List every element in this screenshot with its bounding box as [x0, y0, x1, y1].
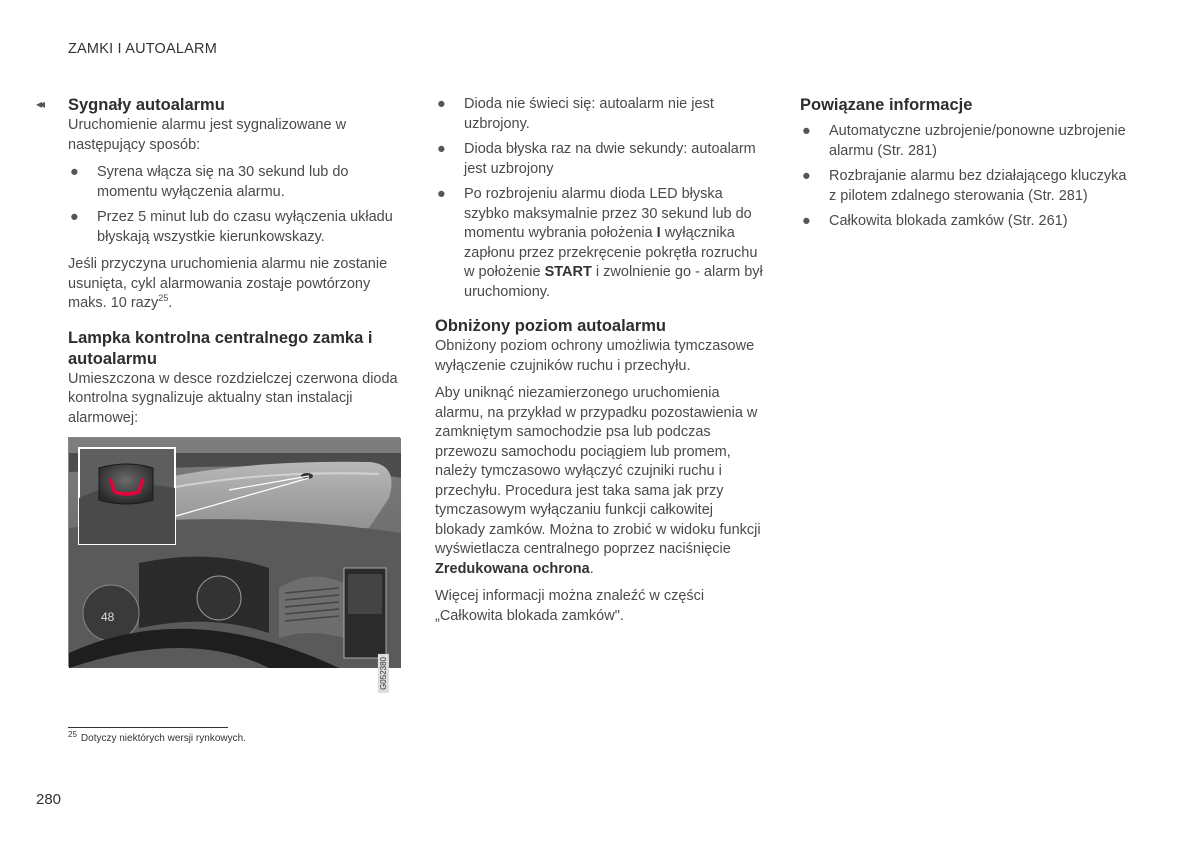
svg-text:48: 48 — [101, 610, 115, 624]
footnote-text: Dotyczy niektórych wersji rynkowych. — [80, 733, 246, 744]
related-link[interactable]: ● Automatyczne uzbrojenie/ponowne uzbrojenie alarmu (Str. 281) — [802, 123, 1126, 159]
bullet-icon: ● — [437, 96, 446, 112]
related-links-list — [800, 122, 1135, 232]
section-heading-indicator-lamp: Lampka kontrolna centralnego zamka i autoalarmu — [68, 328, 373, 368]
section-heading-alarm-signals: Sygnały autoalarmu — [68, 96, 225, 114]
figure-code: G052380 — [378, 654, 389, 693]
start-position-label: START — [544, 264, 592, 280]
continuation-arrows-icon: ◂◂ — [36, 97, 43, 111]
dashboard-illustration — [68, 437, 400, 690]
bullet-icon: ● — [437, 186, 446, 202]
list-item: ● Po rozbrojeniu alarmu dioda LED błyska szybko maksymalnie przez 30 sekund lub do momentu wybrania położenia I wyłącznika zapłonu przez przekręcenie pokrętła rozruchu w położenie START i zwolnienie go - alarm był uruchomiony. — [437, 186, 763, 300]
footnote-number: 25 — [68, 729, 77, 739]
list-item: ● Dioda nie świeci się: autoalarm nie jest uzbrojony. — [437, 96, 714, 132]
bullet-icon: ● — [802, 168, 811, 184]
paragraph: Umieszczona w desce rozdzielczej czerwona dioda kontrolna sygnalizuje aktualny stan instalacji alarmowej: — [68, 370, 398, 426]
paragraph: Uruchomienie alarmu jest sygnalizowane w następujący sposób: — [68, 117, 347, 153]
bullet-icon: ● — [70, 209, 79, 225]
column-1 — [68, 95, 398, 436]
paragraph: Aby uniknąć niezamierzonego uruchomienia alarmu, na przykład w przypadku pozostawienia w zamkniętym samochodzie psa lub podczas przewozu samochodu pociągiem lub promem, należy tymczasowo wyłączyć czujniki ruchu i przechyłu. Procedura jest taka sama jak przy tymczasowym wyłączaniu funkcji całkowitej blokady zamków. Można to zrobić w widoku funkcji wyświetlacza centralnego poprzez naciśnięcie Zredukowana ochrona. — [435, 385, 761, 577]
paragraph: Obniżony poziom ochrony umożliwia tymczasowe wyłączenie czujników ruchu i przechyłu. — [435, 338, 755, 374]
section-heading-related-info: Powiązane informacje — [800, 96, 973, 114]
bullet-list — [68, 163, 398, 247]
dashboard-drawing — [69, 438, 401, 668]
bullet-icon: ● — [802, 123, 811, 139]
paragraph: Jeśli przyczyna uruchomienia alarmu nie zostanie usunięta, cykl alarmowania zostaje powtórzony maks. 10 razy$^{25}$. — [68, 256, 388, 311]
running-header: ZAMKI I AUTOALARM — [68, 41, 217, 57]
footnote — [68, 729, 246, 744]
list-item: ● Przez 5 minut lub do czasu wyłączenia układu błyskają wszystkie kierunkowskazy. — [70, 209, 393, 245]
bullet-icon: ● — [437, 141, 446, 157]
related-link[interactable]: ● Całkowita blokada zamków (Str. 261) — [800, 212, 1135, 232]
reduced-protection-label: Zredukowana ochrona — [435, 560, 590, 577]
list-item: ● Syrena włącza się na 30 sekund lub do momentu wyłączenia alarmu. — [70, 164, 349, 200]
column-3 — [800, 95, 1135, 240]
column-2 — [435, 95, 765, 634]
related-link[interactable]: ● Rozbrajanie alarmu bez działającego kluczyka z pilotem zdalnego sterowania (Str. 281) — [802, 168, 1127, 204]
bullet-list — [435, 95, 765, 302]
bullet-icon: ● — [802, 213, 811, 229]
bullet-icon: ● — [70, 164, 79, 180]
paragraph: Więcej informacji można znaleźć w części „Całkowita blokada zamków". — [435, 588, 705, 624]
page-number: 280 — [36, 791, 62, 808]
section-heading-reduced-level: Obniżony poziom autoalarmu — [435, 317, 667, 335]
ignition-position-label: I — [656, 225, 661, 241]
footnote-ref[interactable]: 25 — [158, 293, 169, 304]
list-item: ● Dioda błyska raz na dwie sekundy: autoalarm jest uzbrojony — [437, 141, 756, 177]
footnote-divider — [68, 727, 228, 728]
